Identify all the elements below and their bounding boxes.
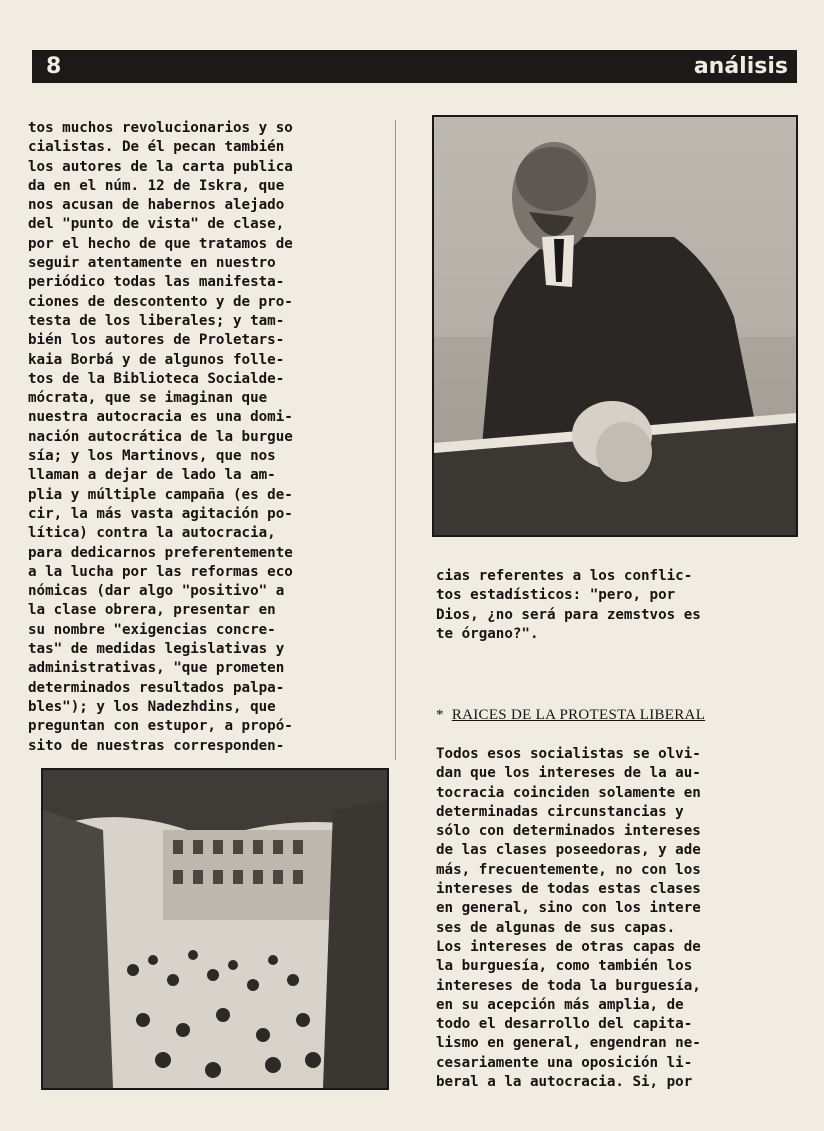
- text-line: a la lucha por las reformas eco: [28, 563, 293, 580]
- text-line: tos muchos revolucionarios y so: [28, 120, 293, 136]
- text-line: periódico todas las manifesta-: [28, 274, 285, 291]
- text-line: te órgano?".: [436, 625, 539, 642]
- text-line: para dedicarnos preferentemente: [28, 544, 293, 561]
- text-line: lítica) contra la autocracia,: [28, 525, 276, 542]
- text-line: testa de los liberales; y tam-: [28, 312, 285, 329]
- text-line: da en el núm. 12 de Iskra, que: [28, 177, 285, 194]
- text-line: la clase obrera, presentar en: [28, 602, 276, 619]
- text-line: la burguesía, como también los: [436, 958, 693, 975]
- text-line: tas" de medidas legislativas y: [28, 641, 285, 658]
- text-line: nómicas (dar algo "positivo" a: [28, 583, 285, 600]
- text-line: llaman a dejar de lado la am-: [28, 467, 276, 484]
- text-line: bles"); y los Nadezhdins, que: [28, 698, 276, 715]
- text-line: del "punto de vista" de clase,: [28, 216, 285, 233]
- text-line: sía; y los Martinovs, que nos: [28, 448, 276, 465]
- text-line: ciones de descontento y de pro-: [28, 293, 293, 310]
- text-line: cialistas. De él pecan también: [28, 139, 285, 156]
- text-line: nación autocrática de la burgue: [28, 428, 293, 445]
- text-line: bién los autores de Proletars-: [28, 332, 285, 349]
- text-line: kaia Borbá y de algunos folle-: [28, 351, 285, 368]
- text-line: su nombre "exigencias concre-: [28, 621, 276, 638]
- text-line: Todos esos socialistas se olvi-: [436, 746, 701, 762]
- text-line: administrativas, "que prometen: [28, 660, 285, 677]
- header-bar: [32, 50, 797, 83]
- text-line: determinadas circunstancias y: [436, 803, 684, 820]
- text-line: Dios, ¿no será para zemstvos es: [436, 606, 701, 623]
- text-line: más, frecuentemente, no con los: [436, 861, 701, 878]
- text-line: intereses de todas estas clases: [436, 881, 701, 898]
- text-line: nuestra autocracia es una domi-: [28, 409, 293, 426]
- text-line: lismo en general, engendran ne-: [436, 1035, 701, 1052]
- text-line: tocracia coinciden solamente en: [436, 784, 701, 801]
- text-line: en general, sino con los intere: [436, 900, 701, 917]
- left-text-column: [28, 119, 398, 756]
- text-line: determinados resultados palpa-: [28, 679, 285, 696]
- text-line: cias referentes a los conflic-: [436, 568, 693, 584]
- text-line: beral a la autocracia. Si, por: [436, 1074, 693, 1091]
- text-line: sito de nuestras corresponden-: [28, 737, 285, 754]
- text-line: todo el desarrollo del capita-: [436, 1016, 693, 1033]
- text-line: por el hecho de que tratamos de: [28, 235, 293, 252]
- text-line: plia y múltiple campaña (es de-: [28, 486, 293, 503]
- right-text-column-top: [436, 567, 808, 644]
- text-line: dan que los intereses de la au-: [436, 765, 701, 782]
- subheading-text: RAICES DE LA PROTESTA LIBERAL: [451, 707, 706, 723]
- text-line: sólo con determinados intereses: [436, 823, 701, 840]
- section-subheading: [436, 707, 705, 724]
- text-line: mócrata, que se imaginan que: [28, 390, 268, 407]
- text-line: en su acepción más amplia, de: [436, 996, 684, 1013]
- text-line: tos estadísticos: "pero, por: [436, 587, 676, 604]
- text-line: tos de la Biblioteca Socialde-: [28, 370, 285, 387]
- text-line: nos acusan de habernos alejado: [28, 197, 285, 214]
- subheading-marker: *: [436, 707, 444, 723]
- text-line: intereses de toda la burguesía,: [436, 977, 701, 994]
- section-name: análisis: [693, 54, 788, 79]
- text-line: cesariamente una oposición li-: [436, 1054, 693, 1071]
- text-line: preguntan con estupor, a propó-: [28, 718, 293, 735]
- page-number: 8: [46, 54, 62, 79]
- text-line: Los intereses de otras capas de: [436, 938, 701, 955]
- text-line: cir, la más vasta agitación po-: [28, 505, 293, 522]
- text-line: de las clases poseedoras, y ade: [436, 842, 701, 859]
- crowd-photo: [41, 768, 389, 1090]
- text-line: ses de algunas de sus capas.: [436, 919, 676, 936]
- text-line: los autores de la carta publica: [28, 158, 293, 175]
- text-line: seguir atentamente en nuestro: [28, 255, 276, 272]
- orator-photo: [432, 115, 798, 537]
- column-divider: [395, 120, 396, 760]
- right-text-column-bottom: [436, 745, 808, 1092]
